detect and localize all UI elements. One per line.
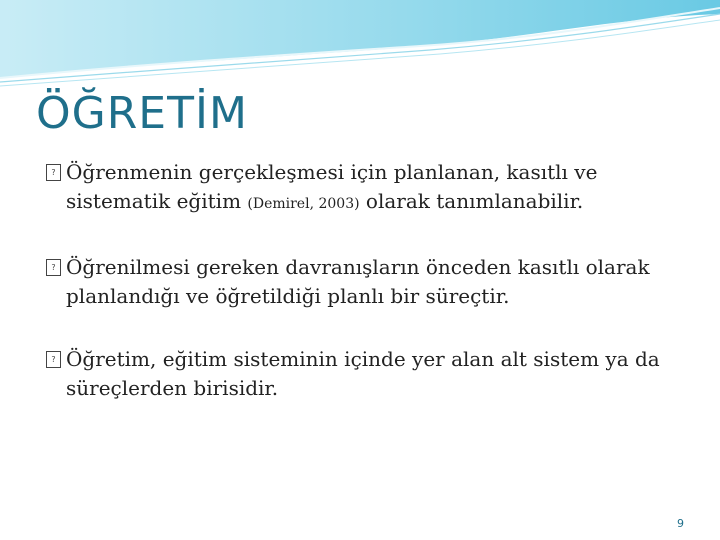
bullet-marker-icon: ? <box>46 259 61 276</box>
bullet-item-2 <box>46 253 686 311</box>
header-wave-decoration <box>0 0 720 90</box>
bullet-text: Öğretim, eğitim sisteminin içinde yer alan alt sistem ya da süreçlerden birisidir. <box>66 347 660 400</box>
bullet-marker-icon: ? <box>46 351 61 368</box>
bullet-text: Öğrenilmesi gereken davranışların önceden kasıtlı olarak planlandığı ve öğretildiği planlı bir süreçtir. <box>66 255 650 308</box>
bullet-item-3 <box>46 345 686 403</box>
bullet-text: Öğrenmenin gerçekleşmesi için planlanan, kasıtlı ve sistematik eğitim <box>66 160 598 213</box>
citation: (Demirel, 2003) <box>247 196 360 212</box>
page-number: 9 <box>677 517 684 530</box>
bullet-marker-icon: ? <box>46 164 61 181</box>
bullet-list <box>46 158 686 437</box>
bullet-text-end: olarak tanımlanabilir. <box>359 189 584 213</box>
slide-title: ÖĞRETİM <box>36 88 248 139</box>
bullet-item-1 <box>46 158 686 219</box>
